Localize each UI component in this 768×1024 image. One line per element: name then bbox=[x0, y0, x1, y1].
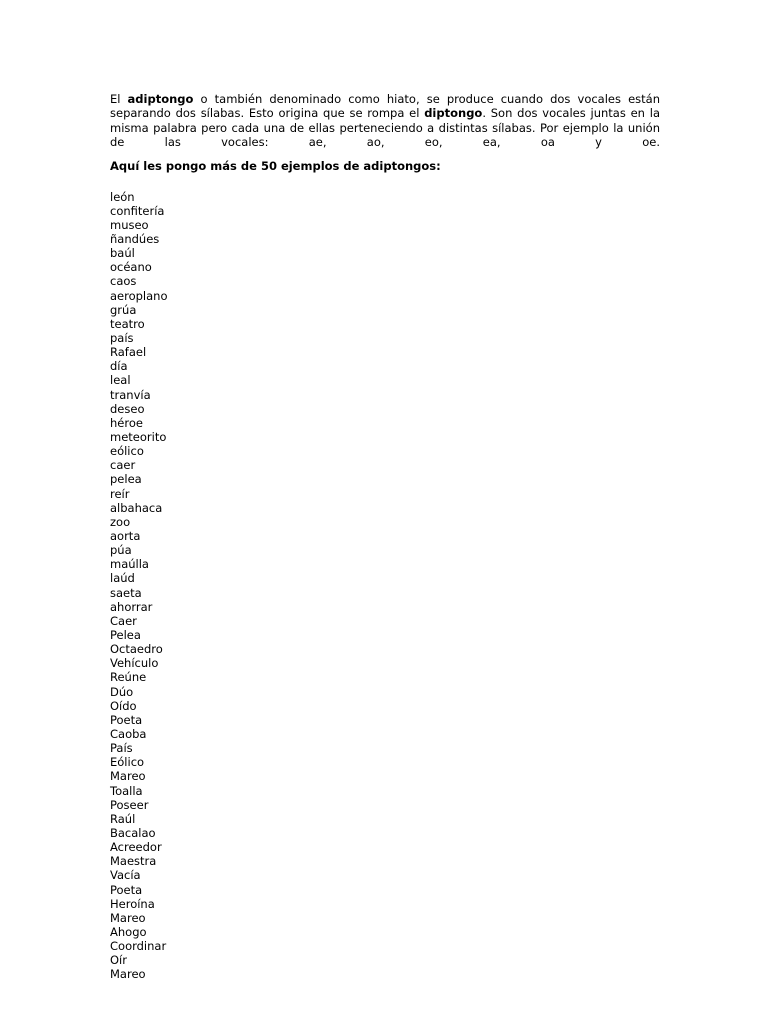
list-item: aeroplano bbox=[110, 288, 168, 303]
list-item: leal bbox=[110, 373, 131, 388]
examples-heading: Aquí les pongo más de 50 ejemplos de adiptongos: bbox=[110, 158, 441, 173]
list-item: Octaedro bbox=[110, 642, 163, 657]
list-item: Vehículo bbox=[110, 656, 159, 671]
document-page bbox=[110, 92, 660, 982]
list-item: Eólico bbox=[110, 755, 145, 770]
intro-text-1: El bbox=[110, 92, 128, 106]
list-item: grúa bbox=[110, 302, 137, 317]
list-item: Rafael bbox=[110, 345, 147, 360]
list-item: caos bbox=[110, 274, 137, 289]
list-item: Toalla bbox=[110, 783, 143, 798]
list-item: laúd bbox=[110, 571, 135, 586]
list-item: océano bbox=[110, 260, 152, 275]
list-item: confitería bbox=[110, 203, 165, 218]
list-item: saeta bbox=[110, 585, 142, 600]
list-item: Oír bbox=[110, 953, 127, 968]
list-item: Oído bbox=[110, 698, 137, 713]
list-item: tranvía bbox=[110, 387, 151, 402]
list-item: Bacalao bbox=[110, 825, 156, 840]
list-item: deseo bbox=[110, 401, 145, 416]
list-item: Poeta bbox=[110, 882, 143, 897]
list-item: reír bbox=[110, 486, 130, 501]
list-item: Maestra bbox=[110, 854, 157, 869]
list-item: pelea bbox=[110, 472, 142, 487]
list-item: Mareo bbox=[110, 910, 146, 925]
list-item: museo bbox=[110, 217, 149, 232]
term-diptongo: diptongo bbox=[424, 106, 483, 121]
list-item: maúlla bbox=[110, 557, 149, 572]
list-item: eólico bbox=[110, 444, 144, 459]
list-item: país bbox=[110, 331, 134, 346]
list-item: ñandúes bbox=[110, 232, 160, 247]
list-item: león bbox=[110, 189, 135, 204]
list-item: Poseer bbox=[110, 797, 149, 812]
list-item: aorta bbox=[110, 529, 141, 543]
list-item: Acreedor bbox=[110, 840, 162, 855]
list-item: Reúne bbox=[110, 670, 147, 685]
term-adiptongo: adiptongo bbox=[127, 92, 194, 106]
list-item: País bbox=[110, 741, 133, 756]
list-item: teatro bbox=[110, 316, 145, 331]
intro-text-3: . Son dos vocales juntas en la misma palabra pero cada una de ellas perteneciendo a distintas sílabas. Por ejemplo la unión de las vocales: ae, ao, eo, ea, oa y oe. bbox=[110, 106, 660, 150]
list-item: púa bbox=[110, 543, 132, 558]
list-item: Poeta bbox=[110, 712, 143, 727]
list-item: Coordinar bbox=[110, 939, 167, 954]
list-item: baúl bbox=[110, 246, 135, 261]
list-item: caer bbox=[110, 458, 136, 473]
list-item: Raúl bbox=[110, 811, 136, 826]
list-item: meteorito bbox=[110, 430, 167, 445]
list-item: Heroína bbox=[110, 896, 155, 911]
list-item: héroe bbox=[110, 415, 143, 430]
list-item: Dúo bbox=[110, 684, 134, 699]
list-item: Vacía bbox=[110, 868, 141, 883]
list-item: Mareo bbox=[110, 967, 146, 982]
list-item: ahorrar bbox=[110, 599, 153, 614]
list-item: zoo bbox=[110, 514, 131, 529]
list-item: Caer bbox=[110, 613, 137, 628]
list-item: albahaca bbox=[110, 500, 163, 515]
list-item: día bbox=[110, 359, 128, 374]
list-item: Caoba bbox=[110, 726, 147, 741]
list-item: Mareo bbox=[110, 769, 146, 784]
intro-text-2: o también denominado como hiato, se produce cuando dos vocales están separando dos sílabas. Esto origina que se rompa el bbox=[110, 92, 660, 121]
list-item: Pelea bbox=[110, 627, 141, 642]
list-item: Ahogo bbox=[110, 924, 147, 939]
examples-list bbox=[110, 190, 660, 982]
intro-paragraph bbox=[110, 92, 660, 150]
